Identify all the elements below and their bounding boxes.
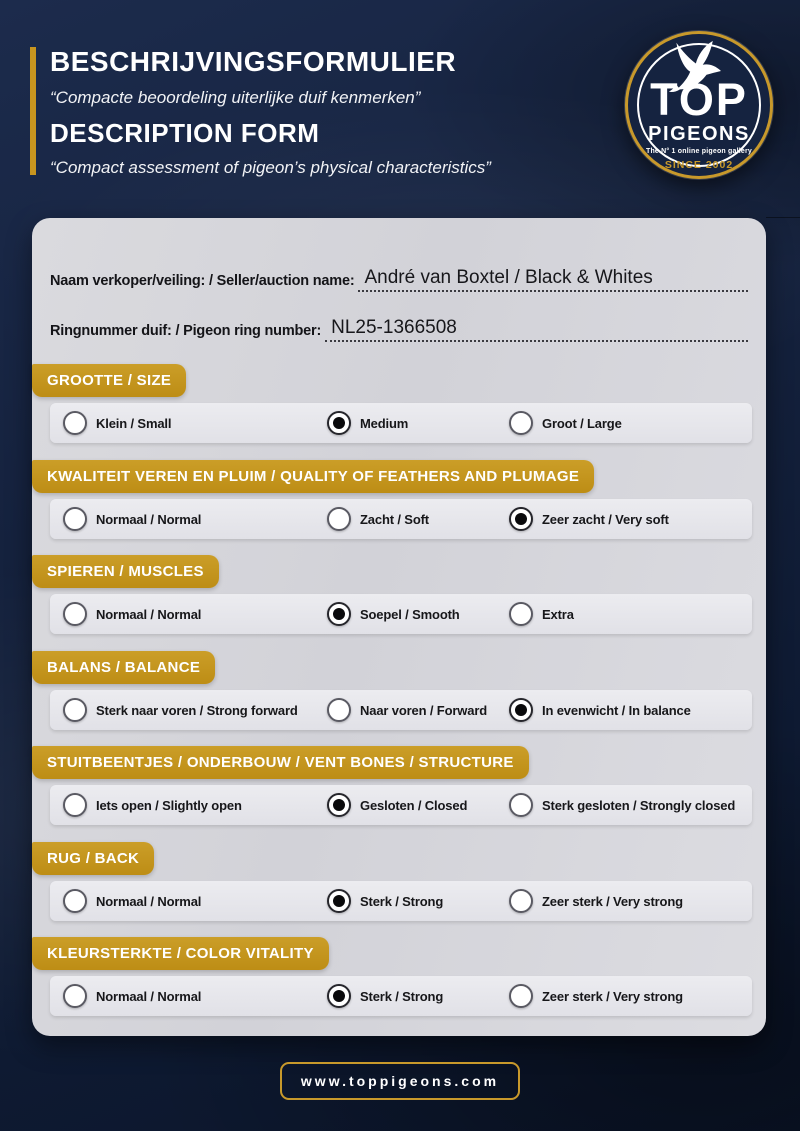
option-label: Groot / Large — [542, 415, 622, 431]
option-label: Soepel / Smooth — [360, 606, 460, 622]
section-options-back — [50, 881, 752, 921]
logo-word-top: TOP — [650, 74, 748, 125]
option-forward[interactable] — [327, 698, 509, 722]
option-label: Zeer sterk / Very strong — [542, 893, 683, 909]
radio-button[interactable] — [327, 507, 351, 531]
section-header-balance — [32, 651, 215, 684]
option-normaal-normal[interactable] — [63, 507, 327, 531]
section-header-muscles — [32, 555, 219, 588]
radio-button[interactable] — [509, 793, 533, 817]
option-extra[interactable] — [509, 602, 752, 626]
option-sterk-strong[interactable] — [327, 889, 509, 913]
section-title: SPIEREN / MUSCLES — [47, 563, 204, 580]
option-strong-forward[interactable] — [63, 698, 327, 722]
radio-button[interactable] — [509, 889, 533, 913]
section-header-color-vitality — [32, 937, 329, 970]
radio-button[interactable] — [327, 889, 351, 913]
option-label: Normaal / Normal — [96, 606, 202, 622]
seller-name-value: André van Boxtel / Black & Whites — [364, 267, 653, 288]
option-label: Sterk gesloten / Strongly closed — [542, 797, 736, 813]
section-title: STUITBEENTJES / ONDERBOUW / VENT BONES / STRUCTURE — [47, 754, 514, 771]
option-label: Iets open / Slightly open — [96, 797, 242, 813]
option-label: Sterk / Strong — [360, 988, 444, 1004]
radio-button[interactable] — [509, 411, 533, 435]
section-title: BALANS / BALANCE — [47, 659, 201, 676]
section-title: KLEURSTERKTE / COLOR VITALITY — [47, 945, 314, 962]
section-header-size — [32, 364, 186, 397]
ring-number-value: NL25-1366508 — [331, 317, 457, 338]
option-label: Sterk naar voren / Strong forward — [96, 702, 298, 718]
header-accent-bar — [30, 47, 36, 175]
radio-button[interactable] — [509, 984, 533, 1008]
radio-button[interactable] — [509, 507, 533, 531]
form-title-english: DESCRIPTION FORM — [50, 118, 320, 148]
top-pigeons-logo — [625, 31, 773, 179]
option-sterk-strong[interactable] — [327, 984, 509, 1008]
option-normaal-normal[interactable] — [63, 984, 327, 1008]
radio-button[interactable] — [327, 411, 351, 435]
radio-button[interactable] — [63, 698, 87, 722]
option-slightly-open[interactable] — [63, 793, 327, 817]
radio-button[interactable] — [63, 793, 87, 817]
option-label: Sterk / Strong — [360, 893, 444, 909]
option-label: Zeer sterk / Very strong — [542, 988, 683, 1004]
seller-name-input[interactable] — [358, 267, 748, 292]
option-label: Normaal / Normal — [96, 988, 202, 1004]
section-options-balance — [50, 690, 752, 730]
option-label: Zacht / Soft — [360, 511, 429, 527]
radio-button[interactable] — [327, 698, 351, 722]
option-groot-large[interactable] — [509, 411, 752, 435]
form-title-dutch: BESCHRIJVINGSFORMULIER — [50, 46, 457, 77]
option-label: Normaal / Normal — [96, 893, 202, 909]
option-label: Normaal / Normal — [96, 511, 202, 527]
section-title: GROOTTE / SIZE — [47, 372, 172, 389]
radio-button[interactable] — [327, 602, 351, 626]
panel-edge-line — [766, 217, 800, 218]
ring-number-field — [50, 310, 748, 342]
option-label: Naar voren / Forward — [360, 702, 488, 718]
radio-button[interactable] — [63, 507, 87, 531]
section-options-size — [50, 403, 752, 443]
option-zeer-zacht-very-soft[interactable] — [509, 507, 752, 531]
section-header-feathers — [32, 460, 594, 493]
option-normaal-normal[interactable] — [63, 602, 327, 626]
section-options-feathers — [50, 499, 752, 539]
option-medium[interactable] — [327, 411, 509, 435]
section-header-vent-bones — [32, 746, 529, 779]
seller-name-field — [50, 260, 748, 292]
seller-name-label: Naam verkoper/veiling: / Seller/auction name: — [50, 273, 355, 289]
form-subtitle-dutch: “Compacte beoordeling uiterlijke duif kenmerken” — [50, 88, 421, 107]
option-normaal-normal[interactable] — [63, 889, 327, 913]
option-label: Extra — [542, 606, 574, 622]
ring-number-input[interactable] — [325, 317, 748, 342]
radio-button[interactable] — [509, 602, 533, 626]
radio-button[interactable] — [327, 793, 351, 817]
website-url: www.toppigeons.com — [300, 1073, 500, 1089]
option-strongly-closed[interactable] — [509, 793, 752, 817]
option-zeer-sterk-very-strong[interactable] — [509, 889, 752, 913]
option-zeer-sterk-very-strong[interactable] — [509, 984, 752, 1008]
option-label: Zeer zacht / Very soft — [542, 511, 669, 527]
website-link[interactable] — [280, 1062, 520, 1100]
section-header-back — [32, 842, 154, 875]
radio-button[interactable] — [63, 984, 87, 1008]
logo-word-pigeons: PIGEONS — [648, 123, 750, 145]
radio-button[interactable] — [63, 602, 87, 626]
radio-button[interactable] — [63, 411, 87, 435]
option-label: In evenwicht / In balance — [542, 702, 691, 718]
form-subtitle-english: “Compact assessment of pigeon’s physical characteristics” — [50, 158, 491, 177]
option-label: Klein / Small — [96, 415, 172, 431]
section-options-muscles — [50, 594, 752, 634]
option-label: Medium — [360, 415, 409, 431]
radio-button[interactable] — [327, 984, 351, 1008]
option-in-balance[interactable] — [509, 698, 752, 722]
section-options-vent-bones — [50, 785, 752, 825]
logo-tagline: The N° 1 online pigeon gallery — [645, 148, 753, 155]
section-title: KWALITEIT VEREN EN PLUIM / QUALITY OF FEATHERS AND PLUMAGE — [47, 468, 580, 485]
logo-since-badge: SINCE 2002 — [664, 159, 734, 171]
ring-number-label: Ringnummer duif: / Pigeon ring number: — [50, 323, 322, 339]
option-closed[interactable] — [327, 793, 509, 817]
section-title: RUG / BACK — [47, 850, 140, 867]
option-label: Gesloten / Closed — [360, 797, 468, 813]
section-options-color-vitality — [50, 976, 752, 1016]
form-panel — [32, 218, 766, 1036]
radio-button[interactable] — [63, 889, 87, 913]
option-soepel-smooth[interactable] — [327, 602, 509, 626]
radio-button[interactable] — [509, 698, 533, 722]
option-zacht-soft[interactable] — [327, 507, 509, 531]
option-klein-small[interactable] — [63, 411, 327, 435]
